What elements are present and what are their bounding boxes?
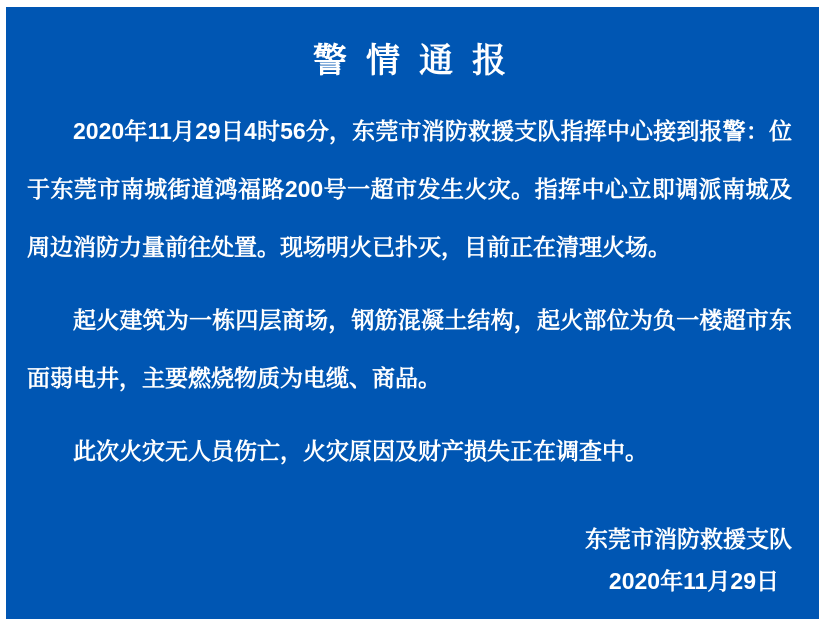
notice-panel [6,7,819,619]
notice-signature: 东莞市消防救援支队 [585,526,792,552]
notice-paragraph-incident: 2020年11月29日4时56分，东莞市消防救援支队指挥中心接到报警：位于东莞市南城街道鸿福路200号一超市发生火灾。指挥中心立即调派南城及周边消防力量前往处置。现场明火已扑灭，目前正在清理火场。 [27,118,792,260]
notice-paragraph-casualties: 此次火灾无人员伤亡，火灾原因及财产损失正在调查中。 [73,438,648,464]
notice-body [27,102,792,480]
notice-date: 2020年11月29日 [608,568,779,594]
notice-paragraph-building: 起火建筑为一栋四层商场，钢筋混凝土结构，起火部位为负一楼超市东面弱电井，主要燃烧物质为电缆、商品。 [27,307,792,391]
notice-title: 警情通报 [312,42,526,80]
